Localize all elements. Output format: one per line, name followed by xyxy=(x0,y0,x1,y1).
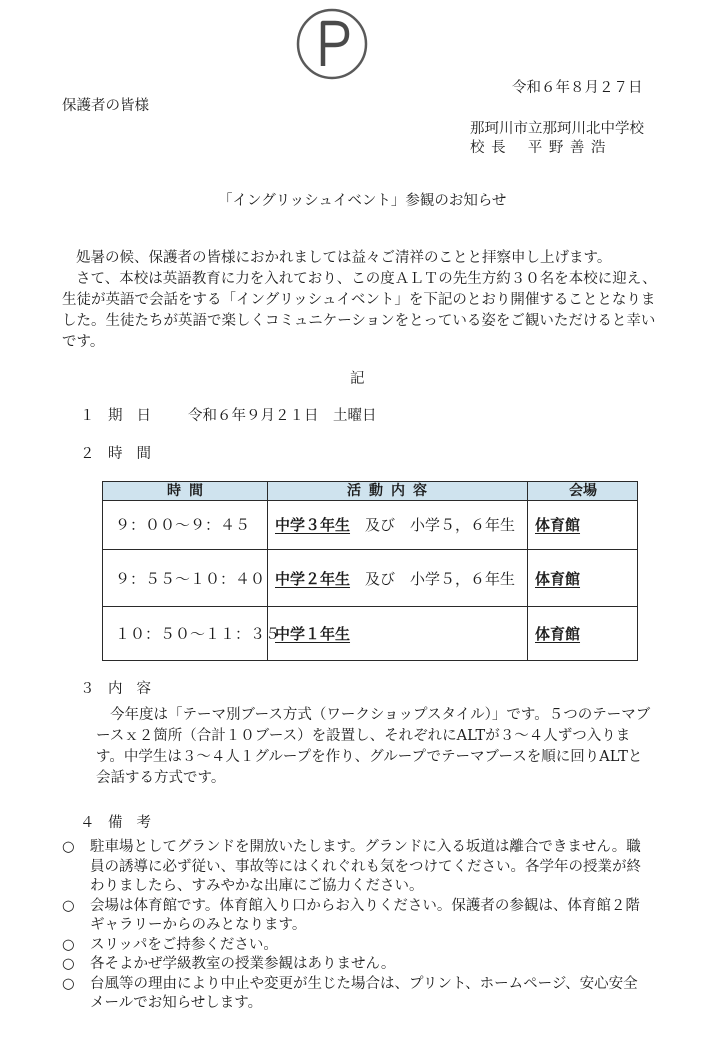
section-4-label: 備考 xyxy=(108,815,165,831)
section-1-label: 期日 xyxy=(108,408,165,424)
row-2-rest: 及び 小学５，６年生 xyxy=(350,570,516,588)
note-item: ○ 台風等の理由により中止や変更が生じた場合は、プリント、ホームページ、安心安全メールでお知らせします。 xyxy=(62,975,638,1011)
section-1-number: １ xyxy=(80,408,95,424)
row-3-venue: 体育館 xyxy=(535,625,581,643)
row-2-grade: 中学２年生 xyxy=(275,570,351,588)
issue-date: 令和６年８月２７日 xyxy=(512,80,643,96)
received-stamp xyxy=(294,6,370,82)
bullet-circle-icon: ○ xyxy=(62,975,75,992)
notes-list xyxy=(62,838,652,1014)
ki-heading: 記 xyxy=(350,371,365,387)
intro-paragraph-2: さて、本校は英語教育に力を入れており、この度ＡＬＴの先生方約３０名を本校に迎え、生徒が英語で会話をする「イングリッシュイベント」を下記のとおり開催することとなりました。生徒たちが英語で楽しくコミュニケーションをとっている姿をご観いただけると幸いです。 xyxy=(62,271,657,350)
bullet-circle-icon: ○ xyxy=(62,839,75,855)
row-1-time: ９：００～９：４５ xyxy=(115,516,251,534)
section-2-number: ２ xyxy=(80,446,95,462)
row-1-rest: 及び 小学５，６年生 xyxy=(350,516,516,534)
header-activity: 活動内容 xyxy=(347,483,435,499)
row-1-venue: 体育館 xyxy=(535,516,581,534)
row-3-time: １０：５０～１１：３５ xyxy=(115,625,281,643)
section-2-label: 時間 xyxy=(108,446,165,462)
content-paragraph: 今年度は「テーマ別ブース方式（ワークショップスタイル）」です。５つのテーマブースｘ２箇所（合計１０ブース）を設置し、それぞれにALTが３～４人ずつ入ります。中学生は３～４人１グループを作り、グループでテーマブースを順に回りALTと会話する方式です。 xyxy=(96,707,651,786)
schedule-table xyxy=(102,481,638,661)
principal-name: 校 長 平 野 善 浩 xyxy=(470,140,607,156)
row-2-time: ９：５５～１０：４０ xyxy=(115,570,266,588)
row-1-activity xyxy=(275,516,515,534)
section-4-number: ４ xyxy=(80,815,95,831)
school-name: 那珂川市立那珂川北中学校 xyxy=(470,121,644,137)
bullet-circle-icon: ○ xyxy=(62,897,75,914)
note-item: ○ スリッパをご持参ください。 xyxy=(62,936,652,956)
section-3-number: ３ xyxy=(80,681,95,697)
note-item: ○ 会場は体育館です。体育館入り口からお入りください。保護者の参観は、体育館２階ギャラリーからのみとなります。 xyxy=(62,897,640,933)
section-3-label: 内容 xyxy=(108,681,165,697)
document-title: 「イングリッシュイベント」参観のお知らせ xyxy=(218,193,507,209)
row-2-activity xyxy=(275,570,515,588)
header-time: 時間 xyxy=(167,483,211,499)
event-date: 令和６年９月２１日 土曜日 xyxy=(188,408,377,424)
recipient: 保護者の皆様 xyxy=(62,98,149,114)
row-3-grade: 中学１年生 xyxy=(275,625,351,643)
bullet-circle-icon: ○ xyxy=(62,936,75,953)
note-item: ○ 駐車場としてグランドを開放いたします。グランドに入る坂道は離合できません。職員の誘導に必ず従い、事故等にはくれぐれも気をつけてください。各学年の授業が終わりましたら、すみやかな出庫にご協力ください。 xyxy=(62,839,641,894)
note-item: ○ 各そよかぜ学級教室の授業参観はありません。 xyxy=(62,955,652,975)
row-3-activity xyxy=(275,625,350,643)
bullet-circle-icon: ○ xyxy=(62,956,75,972)
row-1-grade: 中学３年生 xyxy=(275,516,351,534)
header-venue: 会場 xyxy=(569,483,597,499)
row-2-venue: 体育館 xyxy=(535,570,581,588)
intro-paragraph-1: 処暑の候、保護者の皆様におかれましては益々ご清祥のことと拝察申し上げます。 xyxy=(76,250,612,266)
